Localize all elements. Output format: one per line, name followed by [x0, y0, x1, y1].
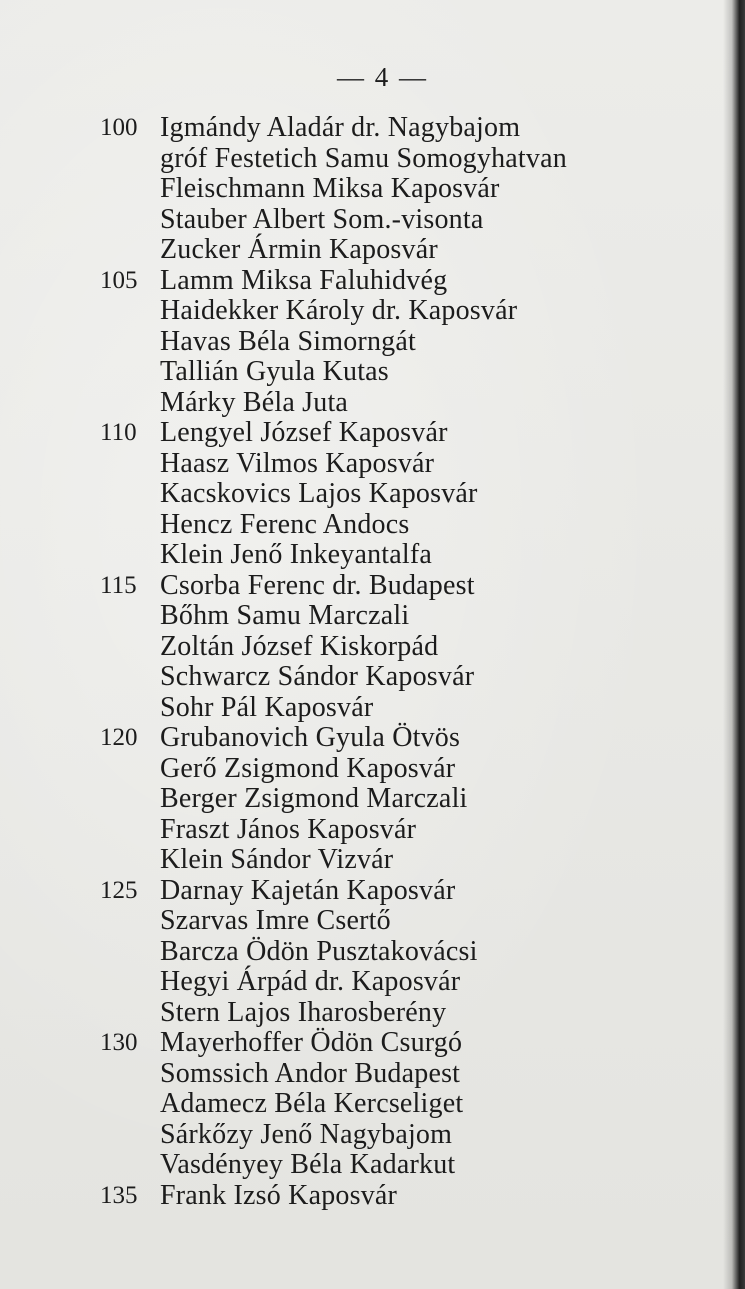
entry-name-place: Stauber Albert Som.-visonta	[160, 203, 484, 235]
entry-name-place: Kacskovics Lajos Kaposvár	[160, 478, 478, 509]
list-item	[0, 632, 720, 663]
entry-name-place: Haasz Vilmos Kaposvár	[160, 447, 435, 479]
page-edge-shadow	[723, 0, 745, 1289]
page-number: — 4 —	[337, 62, 428, 92]
list-item	[0, 235, 720, 266]
entry-name-place: Haidekker Károly dr. Kaposvár	[160, 295, 518, 326]
list-item	[0, 205, 720, 236]
list-item	[0, 571, 720, 602]
entry-name-place: Hegyi Árpád dr. Kaposvár	[160, 966, 461, 997]
list-item	[0, 1028, 720, 1059]
entry-name-place: Hencz Ferenc Andocs	[160, 508, 410, 540]
list-item	[0, 418, 720, 449]
entry-name-place: Sohr Pál Kaposvár	[160, 691, 374, 723]
entry-name-place: Gerő Zsigmond Kaposvár	[160, 752, 456, 784]
list-item	[0, 1150, 720, 1181]
list-item	[0, 906, 720, 937]
list-item	[0, 876, 720, 907]
entry-name-place: Adamecz Béla Kercseliget	[160, 1088, 464, 1119]
entry-number: 105	[100, 266, 138, 294]
list-item	[0, 998, 720, 1029]
entry-name-place: Tallián Gyula Kutas	[160, 356, 389, 387]
list-item	[0, 449, 720, 480]
entry-name-place: Grubanovich Gyula Ötvös	[160, 722, 461, 753]
list-item	[0, 1059, 720, 1090]
list-item	[0, 540, 720, 571]
entry-name-place: Darnay Kajetán Kaposvár	[160, 874, 456, 906]
entry-name-place: Márky Béla Juta	[160, 386, 349, 418]
entry-name-place: Szarvas Imre Csertő	[160, 905, 391, 936]
list-item	[0, 1089, 720, 1120]
entry-name-place: Klein Jenő Inkeyantalfa	[160, 539, 433, 570]
list-item	[0, 662, 720, 693]
list-item	[0, 174, 720, 205]
entry-name-place: Havas Béla Simorngát	[160, 325, 416, 357]
entry-name-place: Zoltán József Kiskorpád	[160, 630, 439, 662]
member-list	[0, 113, 720, 1211]
entry-name-place: Bőhm Samu Marczali	[160, 600, 410, 631]
list-item	[0, 723, 720, 754]
entry-name-place: Frank Izsó Kaposvár	[160, 1179, 398, 1211]
list-item	[0, 967, 720, 998]
entry-name-place: gróf Festetich Samu Somogyhatvan	[160, 142, 567, 174]
entry-name-place: Stern Lajos Iharosberény	[160, 996, 447, 1028]
entry-name-place: Igmándy Aladár dr. Nagybajom	[160, 112, 521, 143]
entry-name-place: Barcza Ödön Pusztakovácsi	[160, 935, 478, 967]
entry-name-place: Lengyel József Kaposvár	[160, 417, 448, 448]
list-item	[0, 1120, 720, 1151]
list-item	[0, 601, 720, 632]
entry-name-place: Mayerhoffer Ödön Csurgó	[160, 1027, 463, 1058]
list-item	[0, 784, 720, 815]
entry-number: 130	[100, 1029, 138, 1056]
entry-name-place: Berger Zsigmond Marczali	[160, 783, 468, 814]
entry-name-place: Fraszt János Kaposvár	[160, 813, 417, 845]
list-item	[0, 327, 720, 358]
entry-number: 120	[100, 724, 138, 751]
list-item	[0, 357, 720, 388]
list-item	[0, 388, 720, 419]
entry-number: 100	[100, 114, 138, 141]
list-item	[0, 266, 720, 297]
list-item	[0, 510, 720, 541]
entry-name-place: Sárkőzy Jenő Nagybajom	[160, 1118, 453, 1150]
entry-number: 135	[100, 1181, 138, 1209]
list-item	[0, 815, 720, 846]
list-item	[0, 113, 720, 144]
entry-name-place: Somssich Andor Budapest	[160, 1057, 461, 1089]
list-item	[0, 296, 720, 327]
list-item	[0, 754, 720, 785]
entry-number: 110	[100, 419, 137, 446]
list-item	[0, 479, 720, 510]
entry-name-place: Lamm Miksa Faluhidvég	[160, 264, 448, 296]
list-item	[0, 1181, 720, 1212]
entry-name-place: Vasdényey Béla Kadarkut	[160, 1149, 456, 1180]
list-item	[0, 144, 720, 175]
entry-name-place: Csorba Ferenc dr. Budapest	[160, 569, 475, 601]
entry-number: 115	[100, 571, 137, 599]
list-item	[0, 845, 720, 876]
entry-number: 125	[100, 876, 138, 904]
entry-name-place: Klein Sándor Vizvár	[160, 844, 394, 875]
list-item	[0, 937, 720, 968]
entry-name-place: Fleischmann Miksa Kaposvár	[160, 173, 500, 204]
entry-name-place: Zucker Ármin Kaposvár	[160, 234, 438, 265]
list-item	[0, 693, 720, 724]
entry-name-place: Schwarcz Sándor Kaposvár	[160, 661, 475, 692]
